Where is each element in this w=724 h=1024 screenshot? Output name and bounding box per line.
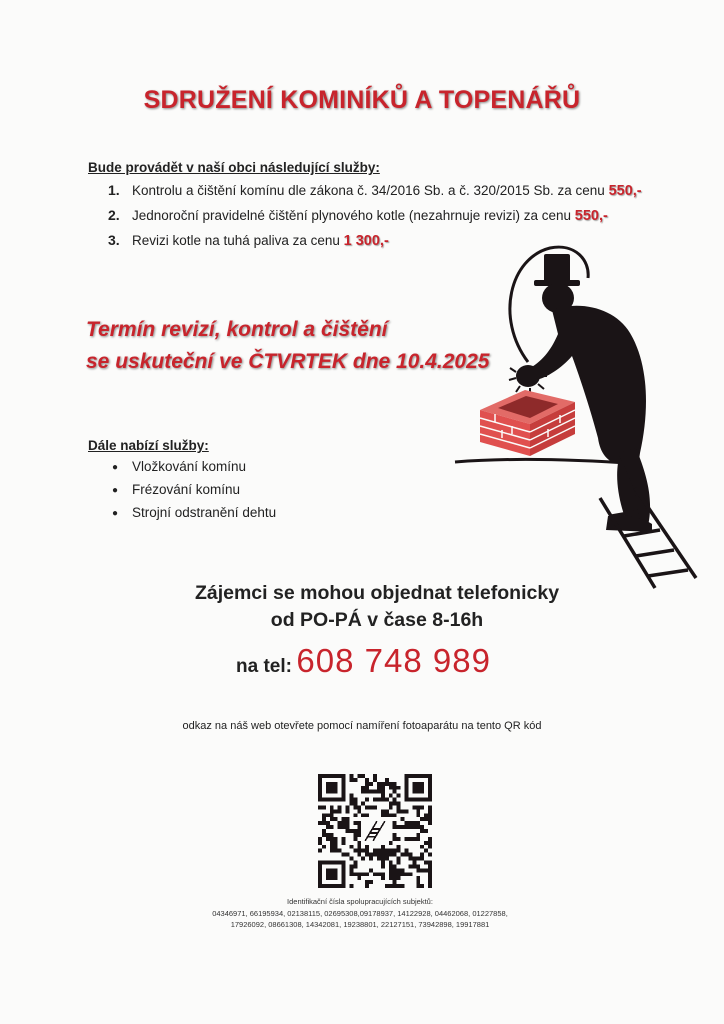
service-number: 1. — [108, 182, 120, 198]
extra-service-label: Strojní odstranění dehtu — [132, 505, 277, 520]
service-number: 3. — [108, 232, 120, 248]
phone-line — [236, 642, 491, 680]
contact-line-1: Zájemci se mohou objednat telefonicky — [194, 582, 560, 604]
footer-heading: Identifikační čísla spolupracujících subjektů: — [287, 897, 433, 906]
qr-code-icon[interactable] — [318, 774, 432, 888]
extra-service-item — [112, 479, 276, 502]
extra-service-item — [112, 502, 276, 525]
chimney-sweep-silhouette — [530, 254, 652, 532]
extra-services-heading: Dále nabízí služby: — [88, 438, 209, 453]
service-item — [108, 178, 642, 203]
bullet-icon: ● — [112, 462, 119, 473]
extra-service-label: Vložkování komínu — [132, 459, 247, 474]
service-price: 550,- — [574, 208, 608, 224]
service-number: 2. — [108, 207, 120, 223]
service-text: Kontrolu a čištění komínu dle zákona č. 34/2016 Sb. a č. 320/2015 Sb. za cenu — [132, 183, 609, 198]
term-line-2: se uskuteční ve ČTVRTEK dne 10.4.2025 — [86, 350, 490, 373]
chimney-icon — [480, 390, 575, 456]
chimney-sweep-icon — [440, 238, 710, 608]
service-item — [108, 203, 642, 228]
service-price: 1 300,- — [343, 233, 389, 249]
contact-line-2: od PO-PÁ v čase 8-16h — [270, 609, 484, 631]
footer-ids-line-2: 17926092, 08661308, 14342081, 19238801, 22127151, 73942898, 19917881 — [230, 920, 490, 929]
services-heading: Bude provádět v naší obci následující služby: — [88, 160, 380, 175]
phone-label: na tel: — [236, 656, 292, 677]
qr-note: odkaz na náš web otevřete pomocí namíření fotoaparátu na tento QR kód — [182, 720, 542, 732]
extra-service-label: Frézování komínu — [132, 482, 241, 497]
term-line-1: Termín revizí, kontrol a čištění — [86, 318, 388, 341]
phone-number[interactable]: 608 748 989 — [296, 642, 491, 679]
bullet-icon: ● — [112, 508, 119, 519]
footer-ids-line-1: 04346971, 66195934, 02138115, 02695308,09178937, 14122928, 04462068, 01227858, — [212, 909, 508, 918]
extra-service-item — [112, 456, 276, 479]
page-title: SDRUŽENÍ KOMINÍKŮ A TOPENÁŘŮ — [143, 86, 581, 114]
service-text: Jednoroční pravidelné čištění plynového kotle (nezahrnuje revizi) za cenu — [132, 208, 575, 223]
bullet-icon: ● — [112, 485, 119, 496]
service-text: Revizi kotle na tuhá paliva za cenu — [132, 233, 344, 248]
service-price: 550,- — [608, 183, 642, 199]
extra-services-list — [112, 456, 276, 525]
